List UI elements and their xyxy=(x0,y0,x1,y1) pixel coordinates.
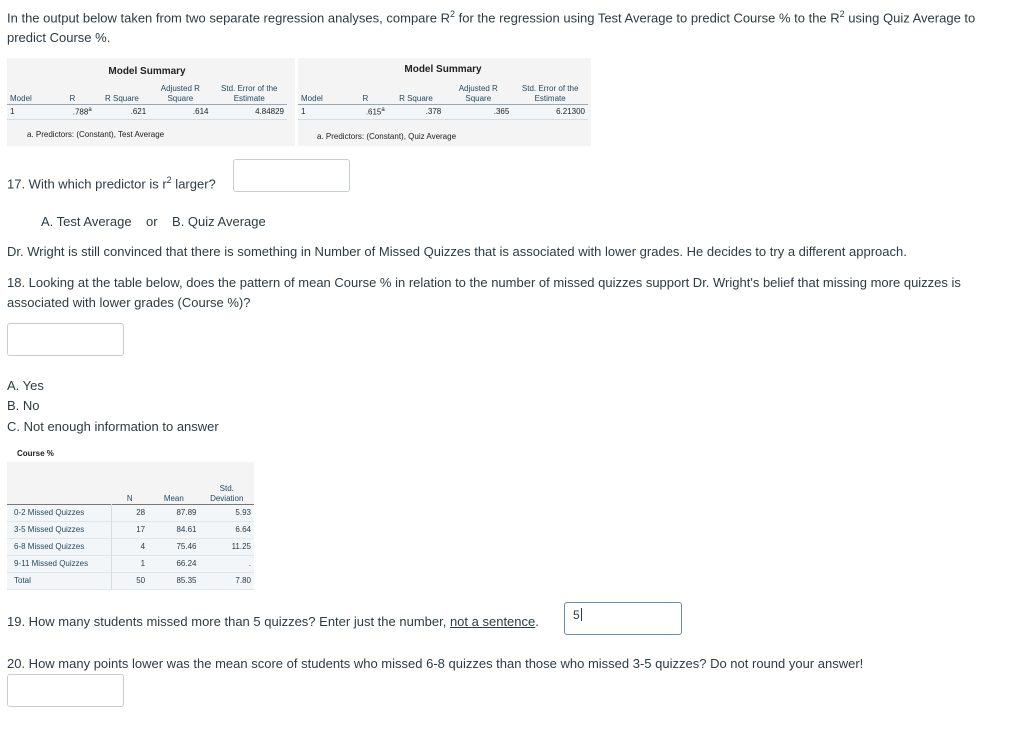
q17-answer-input[interactable] xyxy=(233,159,350,192)
header-std-error: Std. Error of the Estimate xyxy=(221,83,278,103)
header-model: Model xyxy=(10,93,32,103)
header-r: R xyxy=(362,93,369,103)
header-mean: Mean xyxy=(163,493,184,503)
q18-option-a: A. Yes xyxy=(7,378,44,393)
course-table-title: Course % xyxy=(17,449,54,458)
header-adjusted-r-square: Adjusted R Square xyxy=(160,83,200,103)
table-row: 3-5 Missed Quizzes 17 84.61 6.64 xyxy=(7,521,254,538)
table-title: Model Summary xyxy=(108,66,186,77)
table-footnote: a. Predictors: (Constant), Test Average xyxy=(27,130,165,139)
header-n: N xyxy=(126,493,133,503)
q18-answer-input[interactable] xyxy=(7,323,124,356)
header-std-deviation: Std. Deviation xyxy=(210,483,244,503)
header-std-error: Std. Error of the Estimate xyxy=(521,83,579,103)
header-r-square: R Square xyxy=(399,93,433,103)
table-title: Model Summary xyxy=(404,64,482,75)
header-r-square: R Square xyxy=(105,93,139,103)
q18-option-c: C. Not enough information to answer xyxy=(7,419,219,434)
table-row: 1 .788$^a$ .621 .614 4.84829 xyxy=(7,104,287,119)
question-18: 18. Looking at the table below, does the pattern of mean Course % in relation to the number of missed quizzes support Dr. Wright's belief that missing more quizzes is associated with lower grades (Course %)? xyxy=(7,275,961,310)
header-model: Model xyxy=(301,93,323,103)
table-footnote: a. Predictors: (Constant), Quiz Average xyxy=(317,132,457,141)
q17-options: A. Test Average or B. Quiz Average xyxy=(41,214,266,229)
table-row: 1 .615$^a$ .378 .365 6.21300 xyxy=(298,104,588,119)
header-adjusted-r-square: Adjusted R Square xyxy=(458,83,498,103)
q20-answer-input[interactable] xyxy=(7,674,124,707)
text-caret xyxy=(581,608,582,621)
question-20: 20. How many points lower was the mean score of students who missed 6-8 quizzes than those who missed 3-5 quizzes? Do not round your answer! xyxy=(7,656,864,671)
model-summary-test-average xyxy=(7,58,295,146)
header-r: R xyxy=(69,93,76,103)
context-paragraph: Dr. Wright is still convinced that there is something in Number of Missed Quizzes that is associated with lower grades. He decides to try a different approach. xyxy=(7,244,907,259)
table-row: 9-11 Missed Quizzes 1 66.24 . xyxy=(7,555,254,572)
q18-option-b: B. No xyxy=(7,398,40,413)
question-17: 17. With which predictor is $r^2$ larger? xyxy=(7,175,216,192)
table-row: 0-2 Missed Quizzes 28 87.89 5.93 xyxy=(7,504,254,521)
q19-answer-input[interactable]: 5 xyxy=(564,602,682,635)
intro-text: In the output below taken from two separate regression analyses, compare $R^2$ for the regression using Test Average to predict Course % to the $R^2$ using Quiz Average to predict Course %. xyxy=(7,9,976,46)
question-19: 19. How many students missed more than 5 quizzes? Enter just the number, not a sentence. xyxy=(7,614,539,629)
table-row: 6-8 Missed Quizzes 4 75.46 11.25 xyxy=(7,538,254,555)
table-row: Total 50 85.35 7.80 xyxy=(7,572,254,589)
course-percent-table xyxy=(7,462,254,588)
model-summary-quiz-average xyxy=(298,58,591,146)
